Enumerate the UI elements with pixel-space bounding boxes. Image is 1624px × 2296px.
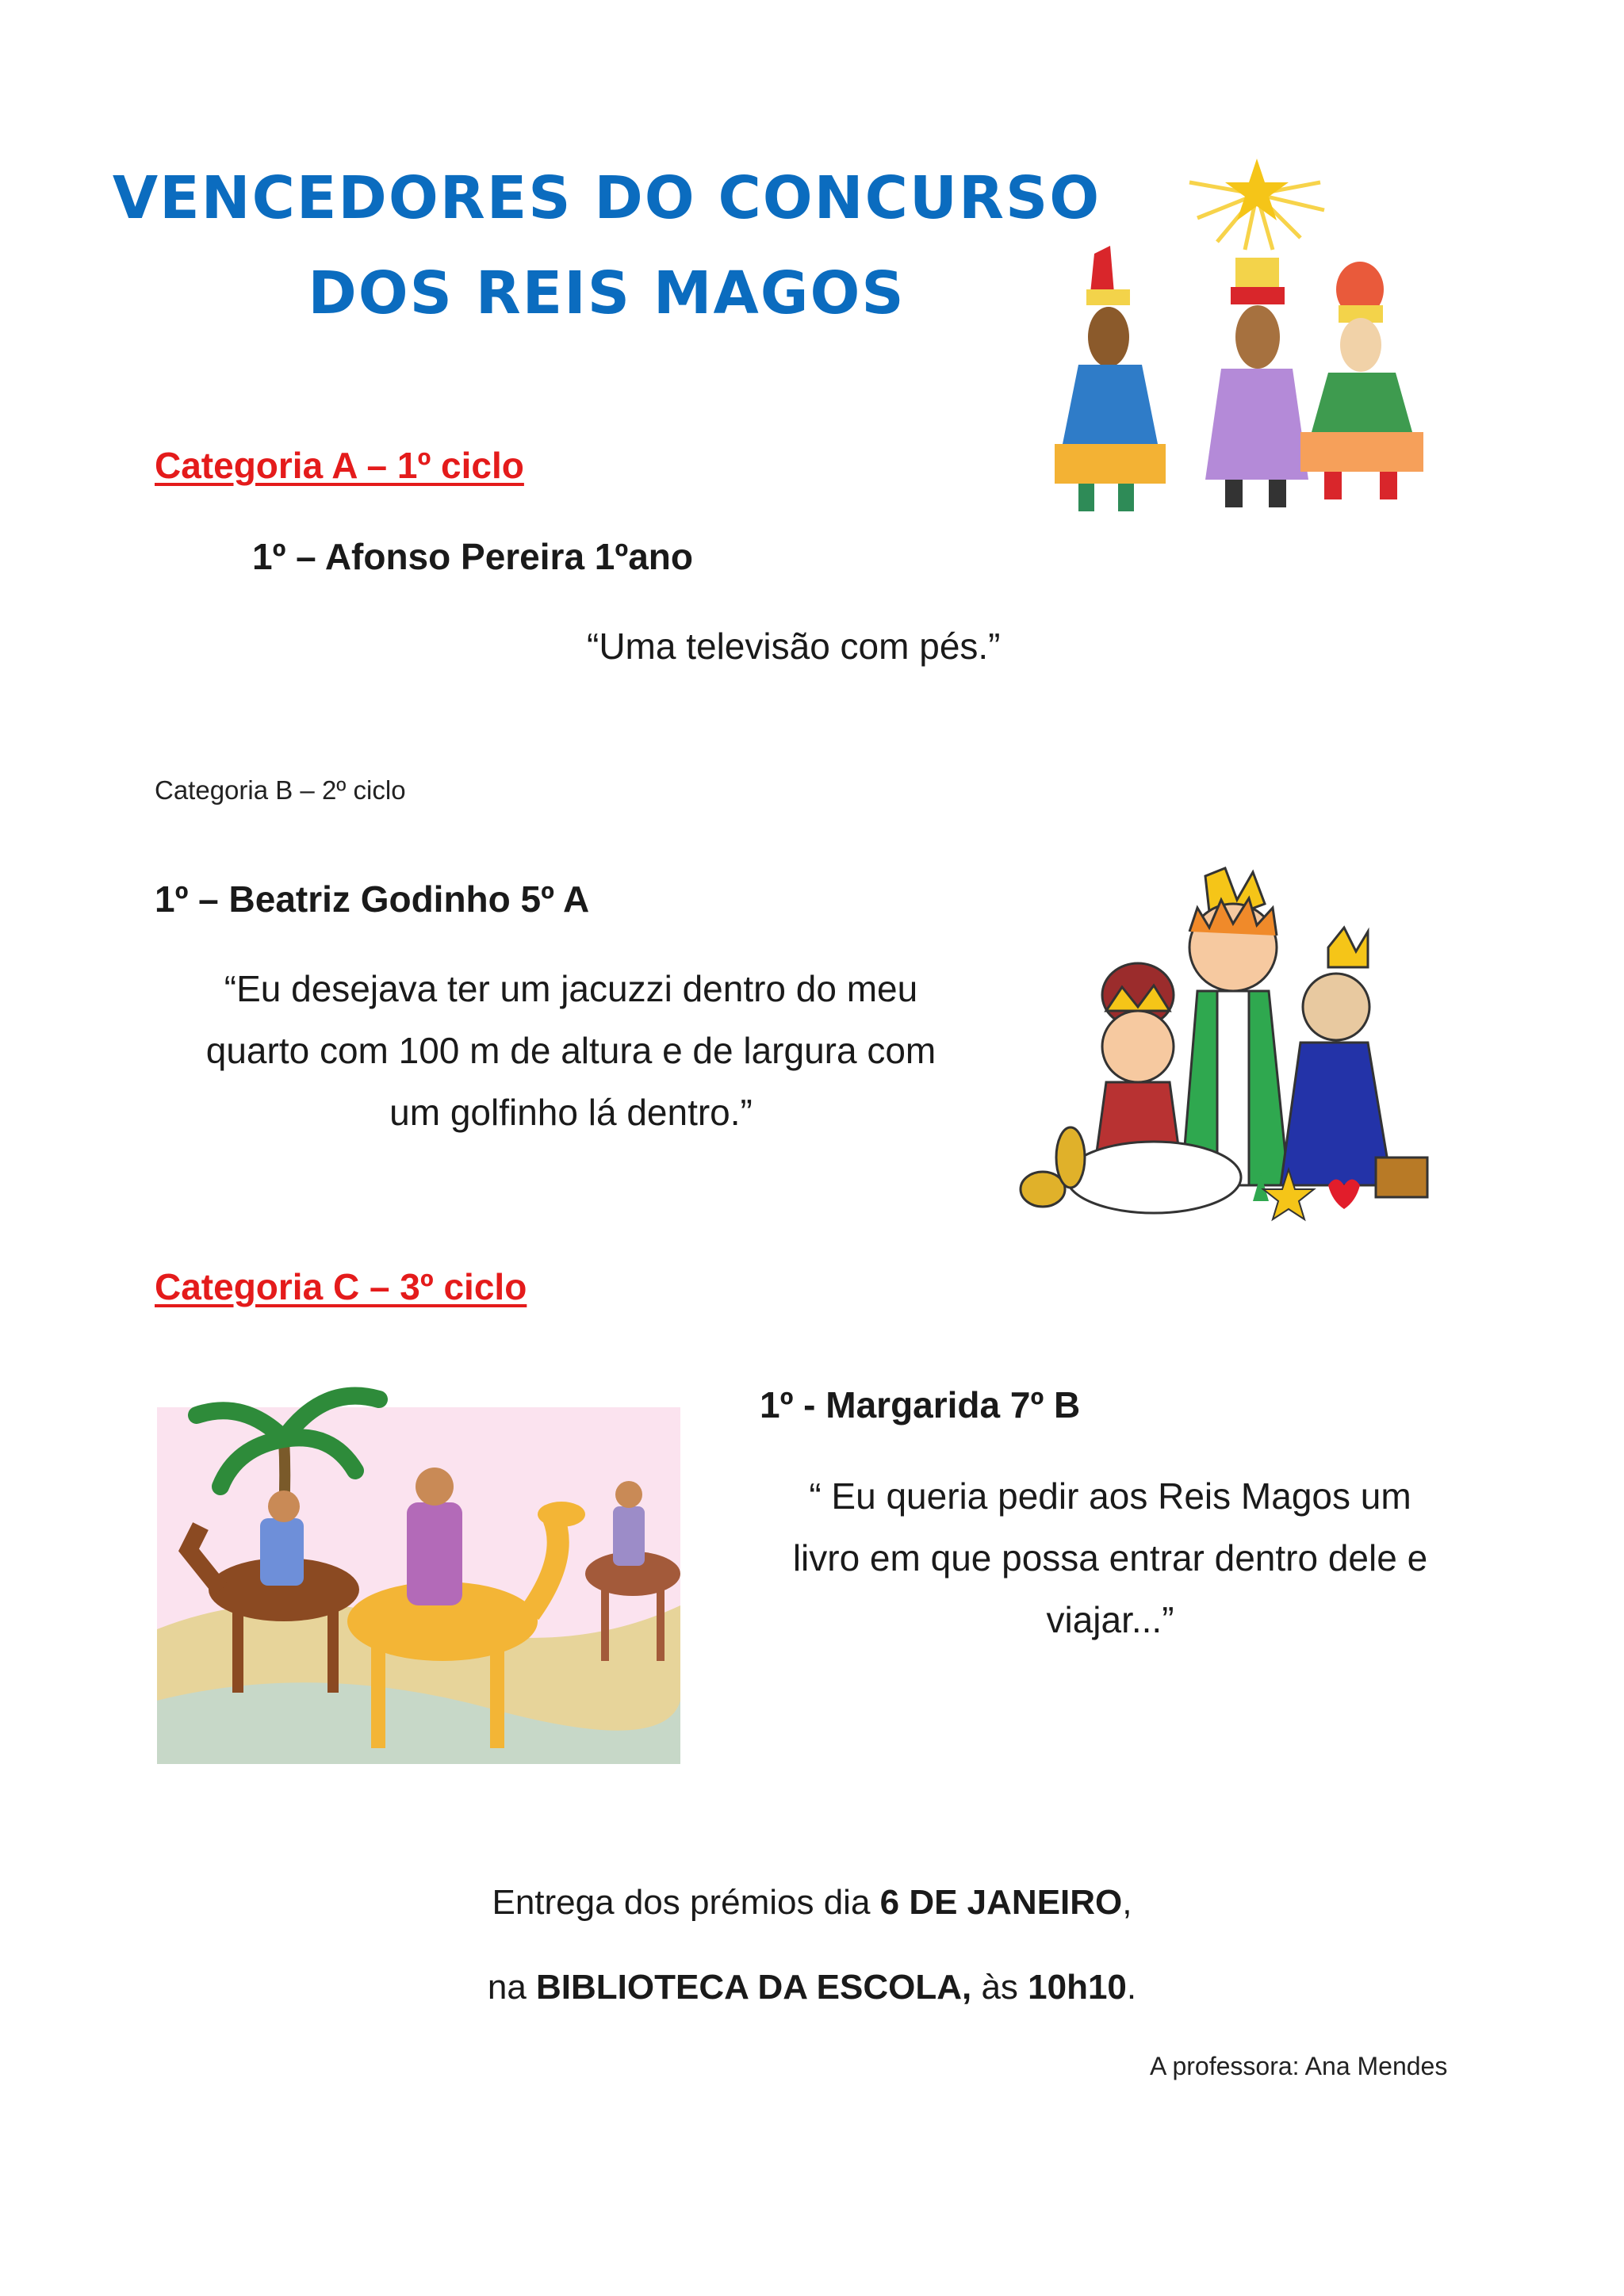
category-c-quote-line3: viajar...” bbox=[1046, 1599, 1174, 1640]
category-a-quote: “Uma televisão com pés.” bbox=[587, 626, 1001, 667]
category-c-label: Categoria C – 3º ciclo bbox=[155, 1266, 527, 1307]
award-location-line bbox=[0, 1968, 1624, 2007]
cartoon-kings-illustration bbox=[995, 852, 1455, 1233]
category-b-winner: 1º – Beatriz Godinho 5º A bbox=[155, 878, 590, 920]
category-a-winner: 1º – Afonso Pereira 1ºano bbox=[252, 536, 693, 577]
category-c-quote bbox=[714, 1465, 1507, 1651]
category-c-quote-line1: “ Eu queria pedir aos Reis Magos um bbox=[809, 1475, 1411, 1517]
category-a-label: Categoria A – 1º ciclo bbox=[155, 445, 524, 486]
teacher-signature: A professora: Ana Mendes bbox=[1150, 2052, 1448, 2080]
page-title-line2: DOS REIS MAGOS bbox=[308, 259, 906, 327]
award-location: BIBLIOTECA DA ESCOLA, bbox=[536, 1968, 972, 2007]
category-b-quote-line2: quarto com 100 m de altura e de largura com bbox=[205, 1030, 936, 1071]
award-date-suffix: , bbox=[1122, 1883, 1132, 1922]
award-location-prefix: na bbox=[487, 1968, 537, 2007]
award-time-suffix: . bbox=[1126, 1968, 1137, 2007]
three-kings-illustration bbox=[1047, 151, 1459, 523]
award-time-prefix: às bbox=[971, 1968, 1028, 2007]
award-time: 10h10 bbox=[1028, 1968, 1127, 2007]
award-date-line bbox=[0, 1883, 1624, 1923]
award-date-prefix: Entrega dos prémios dia bbox=[492, 1883, 880, 1922]
award-date: 6 DE JANEIRO bbox=[879, 1883, 1123, 1922]
camels-illustration bbox=[157, 1368, 680, 1764]
category-b-quote bbox=[151, 958, 991, 1143]
category-c-winner: 1º - Margarida 7º B bbox=[760, 1384, 1081, 1425]
page-title-line1: VENCEDORES DO CONCURSO bbox=[112, 164, 1101, 232]
category-b-quote-line1: “Eu desejava ter um jacuzzi dentro do meu bbox=[224, 968, 918, 1009]
category-b-label: Categoria B – 2º ciclo bbox=[155, 775, 406, 805]
category-c-quote-line2: livro em que possa entrar dentro dele e bbox=[792, 1537, 1428, 1578]
category-b-quote-line3: um golfinho lá dentro.” bbox=[389, 1092, 753, 1133]
